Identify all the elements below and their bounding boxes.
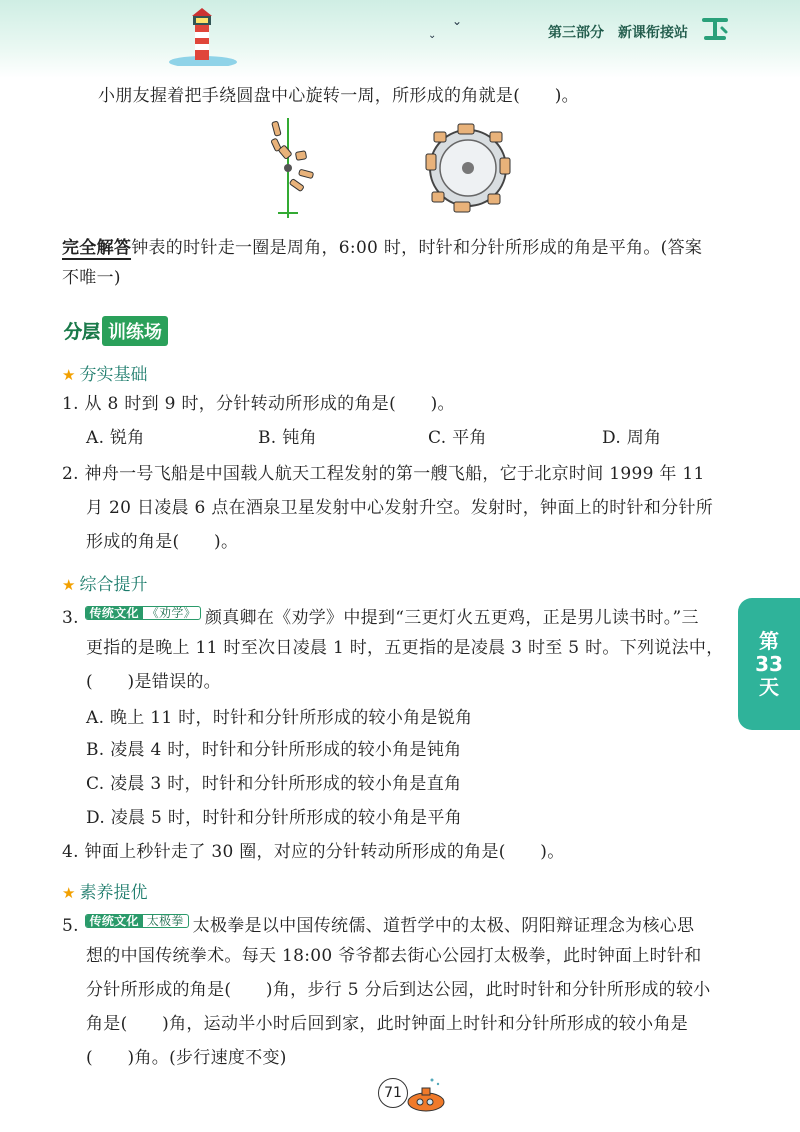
bird-icon: ⌄	[428, 30, 437, 41]
q1-option-d: D. 周角	[602, 428, 662, 448]
header-subtitle: 新课衔接站	[618, 25, 688, 41]
q5-number: 5.	[62, 916, 79, 936]
level-advanced-label: 素养提优	[79, 883, 148, 903]
q3-culture-tag	[85, 606, 201, 620]
level-comprehensive	[62, 570, 147, 595]
rotating-children-line-illustration	[258, 118, 338, 218]
q3-option-d: D. 凌晨 5 时，时针和分针所形成的较小角是平角	[86, 808, 462, 828]
question-4: 4. 钟面上秒针走了 30 圈，对应的分针转动所形成的角是( )。	[62, 842, 565, 862]
bird-icon: ⌄	[452, 14, 463, 28]
q1-option-c: C. 平角	[428, 428, 487, 448]
answer-text-1: 钟表的时针走一圈是周角，6:00 时，时针和分针所形成的角是平角。(答案	[131, 238, 703, 258]
q3-option-c: C. 凌晨 3 时，时针和分针所形成的较小角是直角	[86, 774, 462, 794]
q3-tag-title: 《劝学》	[146, 606, 196, 620]
intro-answer	[62, 240, 702, 257]
q1-option-b: B. 钝角	[258, 428, 317, 448]
answer-label: 完全解答	[62, 238, 132, 258]
question-3-line-1	[62, 606, 699, 627]
section-banner-part2: 训练场	[102, 316, 168, 346]
side-tab-line-2: 33	[755, 651, 783, 676]
star-icon: ★	[62, 884, 76, 902]
level-comprehensive-label: 综合提升	[79, 575, 148, 595]
section-banner-part1: 分层	[62, 316, 102, 346]
question-5-line-5: ( )角。(步行速度不变)	[86, 1048, 287, 1068]
page-number: 71	[378, 1078, 408, 1108]
lighthouse-icon	[168, 6, 238, 66]
answer-text-2: 不唯一)	[62, 268, 121, 288]
q5-tag-label: 传统文化	[86, 914, 143, 928]
q3-number: 3.	[62, 608, 79, 628]
level-basic	[62, 360, 147, 385]
day-side-tab	[738, 598, 800, 730]
q1-option-a: A. 锐角	[86, 428, 145, 448]
section-banner	[62, 316, 168, 346]
intro-question: 小朋友握着把手绕圆盘中心旋转一周，所形成的角就是( )。	[98, 86, 579, 106]
question-3-line-3: ( )是错误的。	[86, 672, 221, 692]
question-5-line-4: 角是( )角，运动半小时后回到家，此时钟面上时针和分针所形成的较小角是	[86, 1014, 689, 1034]
side-tab-line-1: 第	[759, 628, 779, 653]
question-5-line-1	[62, 914, 694, 935]
level-basic-label: 夯实基础	[79, 365, 148, 385]
question-2-line-3: 形成的角是( )。	[86, 532, 239, 552]
header-logo-icon	[700, 14, 730, 44]
header-section	[548, 22, 702, 42]
rotating-disc-illustration	[418, 118, 518, 218]
question-2-line-1: 2. 神舟一号飞船是中国载人航天工程发射的第一艘飞船，它于北京时间 1999 年 11	[62, 464, 705, 484]
q5-tag-title: 太极拳	[146, 914, 184, 928]
star-icon: ★	[62, 366, 76, 384]
q3-text-1: 颜真卿在《劝学》中提到“三更灯火五更鸡，正是男儿读书时。”三	[204, 608, 699, 628]
question-5-line-3: 分针所形成的角是( )角，步行 5 分后到达公园，此时时针和分针所形成的较小	[86, 980, 711, 1000]
question-2-line-2: 月 20 日凌晨 6 点在酒泉卫星发射中心发射升空。发射时，钟面上的时针和分针所	[86, 498, 714, 518]
header-section-label: 第三部分	[548, 25, 604, 41]
q5-culture-tag	[85, 914, 189, 928]
question-3-line-2: 更指的是晚上 11 时至次日凌晨 1 时，五更指的是凌晨 3 时至 5 时。下列说法中，	[86, 638, 724, 658]
q3-option-b: B. 凌晨 4 时，时针和分针所形成的较小角是钝角	[86, 740, 462, 760]
level-advanced	[62, 878, 147, 903]
question-5-line-2: 想的中国传统拳术。每天 18:00 爷爷都去街心公园打太极拳，此时钟面上时针和	[86, 946, 702, 966]
q5-text-1: 太极拳是以中国传统儒、道哲学中的太极、阴阳辩证理念为核心思	[192, 916, 695, 936]
q3-tag-label: 传统文化	[86, 606, 143, 620]
side-tab-line-3: 天	[759, 674, 779, 699]
submarine-icon	[402, 1076, 448, 1116]
q3-option-a: A. 晚上 11 时，时针和分针所形成的较小角是锐角	[86, 708, 473, 728]
question-1: 1. 从 8 时到 9 时，分针转动所形成的角是( )。	[62, 394, 455, 414]
star-icon: ★	[62, 576, 76, 594]
